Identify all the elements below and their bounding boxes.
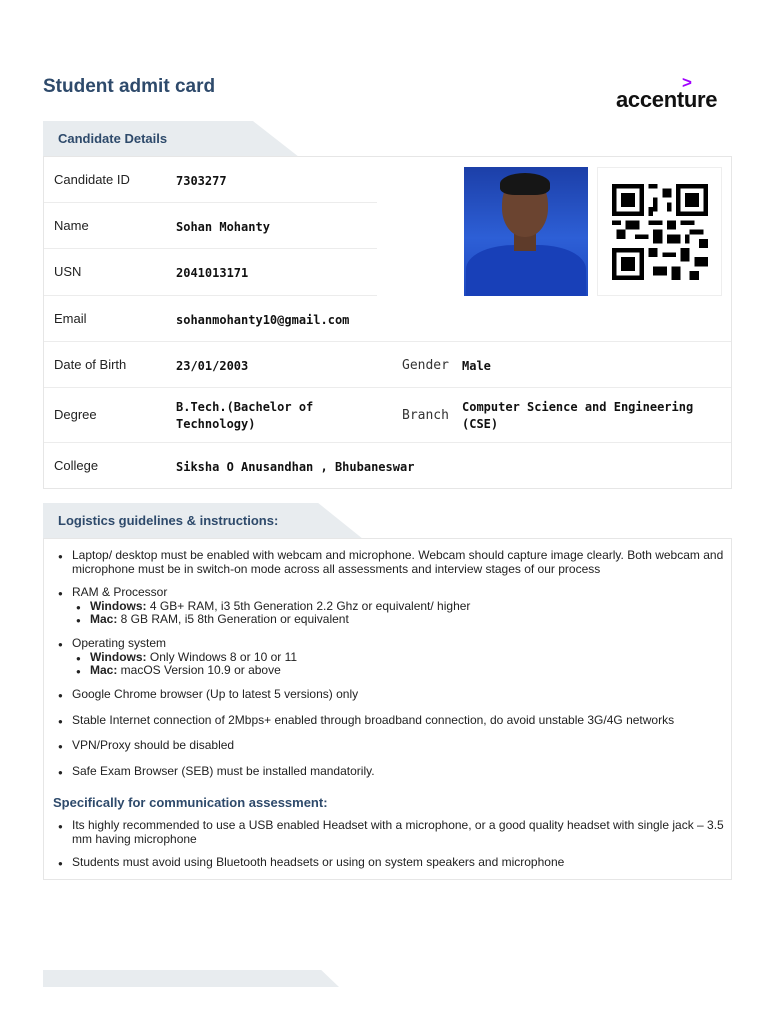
name-label: Name xyxy=(54,218,89,233)
branch-value-line1: Computer Science and Engineering xyxy=(462,400,694,414)
degree-label: Degree xyxy=(54,407,97,422)
ram-windows-text: 4 GB+ RAM, i3 5th Generation 2.2 Ghz or equivalent/ higher xyxy=(146,599,471,613)
branch-label: Branch xyxy=(402,408,449,423)
name-row xyxy=(44,203,377,249)
candidate-details-tab xyxy=(43,121,299,157)
brand-mark-icon: > xyxy=(682,73,692,92)
college-label: College xyxy=(54,458,99,473)
bluetooth-text: Students must avoid using Bluetooth headsets or using on system speakers and microphone xyxy=(72,855,565,869)
webcam-line1: Laptop/ desktop must be enabled with webcam and microphone. Webcam should capture image clearly. Both webcam and xyxy=(72,548,724,562)
headset-line2: mm having microphone xyxy=(72,831,197,846)
gender-value: Male xyxy=(462,359,491,373)
dob-row xyxy=(44,342,731,388)
branch-value xyxy=(462,399,722,433)
usn-label: USN xyxy=(54,264,82,279)
candidate-id-value: 7303277 xyxy=(176,174,227,188)
name-value: Sohan Mohanty xyxy=(176,220,270,234)
candidate-id-label: Candidate ID xyxy=(54,172,130,187)
ram-mac-text: 8 GB RAM, i5 8th Generation or equivalent xyxy=(117,612,349,626)
degree-row xyxy=(44,388,731,443)
chrome-text: Google Chrome browser (Up to latest 5 versions) only xyxy=(72,687,359,701)
logistics-card: ● Laptop/ desktop must be enabled with webcam and microphone. Webcam should capture image clearly. Both webcam and microphone must be in switch-on mode across all assessments and interview stages of our process ● RAM & Processor ● Windows: 4 GB+ RAM, i3 5th Generation 2.2 Ghz or equivalent/ higher ● Mac: 8 GB RAM, i5 8th Generation or equivalent ● Operating system ● Windows: Only Windows 8 or 10 or 11 ● Mac: macOS Version 10.9 or above ● Google Chrome browser (Up to latest 5 versions) only ● Stable Internet connection of 2Mbps+ enabled through broadband connection, do avoid unstable 3G/4G networks ● VPN/Proxy should be disabled ● Safe Exam Browser (SEB) must be installed mandatorily. Specifically for communication assessment: ● Its highly recommended to use a USB enabled Headset with a microphone, or a good quality headset with single jack – 3.5 mm having microphone ● Students must avoid using Bluetooth headsets or using on system speakers and microphone xyxy=(43,538,732,880)
qr-code-icon xyxy=(612,184,708,280)
logistics-heading: Logistics guidelines & instructions: xyxy=(58,513,279,528)
os-mac-text: macOS Version 10.9 or above xyxy=(117,663,281,677)
degree-value-line1: B.Tech.(Bachelor of xyxy=(176,400,314,414)
os-windows-label: Windows: xyxy=(90,650,147,664)
email-label: Email xyxy=(54,311,87,326)
os-windows-text: Only Windows 8 or 10 or 11 xyxy=(146,650,298,664)
college-value: Siksha O Anusandhan , Bhubaneswar xyxy=(176,460,415,474)
college-row xyxy=(44,443,731,489)
degree-value-line2: Technology) xyxy=(176,417,256,431)
brand-name: accenture xyxy=(616,87,718,112)
ram-mac-label: Mac: xyxy=(90,612,118,626)
candidate-photo xyxy=(464,167,588,296)
candidate-id-row xyxy=(44,157,377,203)
branch-value-line2: (CSE) xyxy=(462,417,499,431)
candidate-details-heading: Candidate Details xyxy=(58,131,168,146)
qr-code xyxy=(597,167,722,296)
page-title: Student admit card xyxy=(43,76,216,97)
headset-line1: Its highly recommended to use a USB enabled Headset with a microphone, or a good quality headset with single jack – 3.5 xyxy=(72,818,724,832)
os-heading: Operating system xyxy=(72,636,167,650)
accenture-logo xyxy=(616,74,736,114)
communication-heading: Specifically for communication assessment: xyxy=(53,795,328,810)
ram-heading: RAM & Processor xyxy=(72,585,168,599)
dob-value: 23/01/2003 xyxy=(176,359,249,373)
dob-label: Date of Birth xyxy=(54,357,127,372)
email-row xyxy=(44,296,731,342)
degree-value xyxy=(176,399,313,433)
ram-windows-label: Windows: xyxy=(90,599,147,613)
webcam-line2: microphone must be in switch-on mode across all assessments and interview stages of our process xyxy=(72,561,601,576)
gender-label: Gender xyxy=(402,358,449,373)
logistics-tab xyxy=(43,503,363,539)
usn-value: 2041013171 xyxy=(176,266,249,280)
footer-divider xyxy=(43,970,339,987)
candidate-details-card xyxy=(43,156,732,489)
os-mac-label: Mac: xyxy=(90,663,118,677)
internet-text: Stable Internet connection of 2Mbps+ enabled through broadband connection, do avoid unstable 3G/4G networks xyxy=(72,713,675,727)
email-value: sohanmohanty10@gmail.com xyxy=(176,313,350,327)
seb-text: Safe Exam Browser (SEB) must be installed mandatorily. xyxy=(72,764,375,778)
vpn-text: VPN/Proxy should be disabled xyxy=(72,738,235,752)
usn-row xyxy=(44,249,377,296)
